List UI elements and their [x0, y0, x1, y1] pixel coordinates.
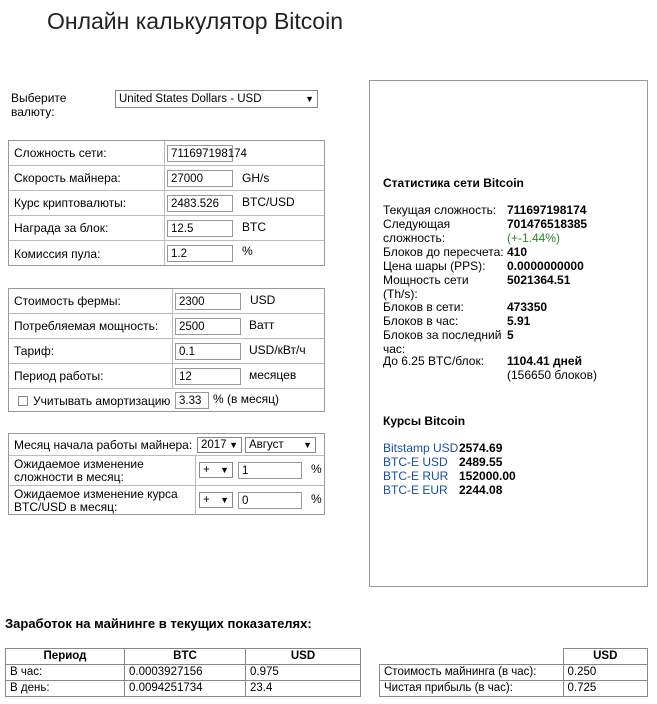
column-header-usd: USD	[246, 649, 361, 665]
hashrate-input[interactable]: 27000	[167, 170, 233, 187]
chevron-down-icon: ▼	[220, 465, 229, 475]
period-cell: В день:	[6, 681, 125, 697]
network-params-box	[8, 140, 325, 266]
hashrate-label: Скорость майнера:	[14, 171, 121, 185]
to-625-sub: (156650 блоков)	[507, 368, 597, 382]
period-unit: месяцев	[249, 368, 297, 382]
table-header-row	[380, 649, 648, 665]
farm-cost-unit: USD	[250, 293, 276, 307]
earnings-table	[5, 648, 361, 697]
network-stats-panel	[369, 80, 648, 587]
amortization-checkbox[interactable]	[18, 396, 28, 406]
rate-link-btce-eur[interactable]: BTC-E EUR	[383, 483, 448, 497]
rate-link-btce-usd[interactable]: BTC-E USD	[383, 455, 448, 469]
amortization-input[interactable]: 3.33	[175, 392, 209, 409]
blocks-per-hour-value: 5.91	[507, 314, 531, 328]
chevron-down-icon: ▼	[303, 440, 312, 450]
next-diff-change: (+-1.44%)	[507, 231, 561, 245]
farm-cost-label: Стоимость фермы:	[14, 294, 121, 308]
cost-usd-cell: 0.725	[563, 681, 648, 697]
next-diff-value: 701476518385	[507, 217, 588, 231]
rate-value-btce-eur: 2244.08	[459, 483, 503, 497]
blocks-in-net-value: 473350	[507, 300, 548, 314]
column-header-period: Период	[6, 649, 125, 665]
tariff-input[interactable]: 0.1	[175, 343, 241, 360]
stats-heading: Статистика сети Bitcoin	[383, 176, 524, 190]
currency-select[interactable]	[115, 90, 318, 108]
to-625-label: До 6.25 BTC/блок:	[383, 354, 485, 368]
diff-change-sign: +	[203, 464, 210, 476]
period-input[interactable]: 12	[175, 368, 241, 385]
pool-fee-input[interactable]: 1.2	[167, 245, 233, 262]
diff-change-label: Ожидаемое изменение сложности в месяц:	[14, 456, 144, 484]
power-unit: Ватт	[249, 318, 275, 332]
table-row	[6, 665, 361, 681]
cost-table	[379, 648, 648, 697]
blocks-last-hour-label: Блоков за последний час:	[383, 328, 502, 356]
share-price-label: Цена шары (PPS):	[383, 259, 486, 273]
cost-label-cell: Чистая прибыль (в час):	[380, 681, 564, 697]
tariff-label: Тариф:	[14, 344, 55, 358]
diff-change-sign-select[interactable]	[199, 462, 233, 478]
usd-cell: 23.4	[246, 681, 361, 697]
amortization-label: Учитывать амортизацию	[33, 393, 171, 408]
to-625-value: 1104.41 дней	[507, 354, 582, 368]
power-label: Потребляемая мощность:	[14, 319, 159, 333]
chevron-down-icon: ▼	[220, 495, 229, 505]
rates-heading: Курсы Bitcoin	[383, 414, 466, 428]
blocks-last-hour-value: 5	[507, 328, 514, 342]
start-year-select[interactable]	[197, 437, 242, 453]
column-header-usd: USD	[563, 649, 648, 665]
table-row	[6, 681, 361, 697]
rate-input[interactable]: 2483.526	[167, 195, 233, 212]
rate-change-sign: +	[203, 494, 210, 506]
rate-link-bitstamp-usd[interactable]: Bitstamp USD	[383, 441, 459, 455]
currency-label: Выберите валюту:	[11, 91, 67, 119]
usd-cell: 0.975	[246, 665, 361, 681]
rate-change-sign-select[interactable]	[199, 492, 233, 508]
blocks-to-retarget-value: 410	[507, 245, 528, 259]
difficulty-label: Сложность сети:	[14, 146, 107, 160]
farm-params-box	[8, 288, 325, 412]
hashrate-unit: GH/s	[242, 171, 270, 185]
btc-cell: 0.0003927156	[125, 665, 246, 681]
period-cell: В час:	[6, 665, 125, 681]
rate-change-input[interactable]: 0	[238, 492, 302, 509]
diff-change-input[interactable]: 1	[238, 462, 302, 479]
net-power-label: Мощность сети (Th/s):	[383, 273, 469, 301]
power-input[interactable]: 2500	[175, 318, 241, 335]
farm-cost-input[interactable]: 2300	[175, 293, 241, 310]
next-diff-label: Следующая сложность:	[383, 217, 451, 245]
pool-fee-unit: %	[242, 244, 253, 258]
chevron-down-icon: ▼	[305, 94, 314, 104]
reward-unit: BTC	[242, 220, 266, 234]
page-title: Онлайн калькулятор Bitcoin	[47, 8, 343, 34]
blocks-to-retarget-label: Блоков до пересчета:	[383, 245, 504, 259]
current-diff-label: Текущая сложность:	[383, 203, 497, 217]
column-header-btc: BTC	[125, 649, 246, 665]
amortization-unit: % (в месяц)	[213, 392, 279, 406]
tariff-unit: USD/кВт/ч	[249, 343, 306, 357]
cost-label-cell: Стоимость майнинга (в час):	[380, 665, 564, 681]
currency-select-value: United States Dollars - USD	[119, 93, 262, 105]
cost-usd-cell: 0.250	[563, 665, 648, 681]
net-power-value: 5021364.51	[507, 273, 571, 287]
table-header-row	[6, 649, 361, 665]
share-price-value: 0.0000000000	[507, 259, 584, 273]
rate-label: Курс криптовалюты:	[14, 196, 127, 210]
diff-change-unit: %	[311, 462, 322, 476]
table-row	[380, 665, 648, 681]
table-row	[380, 681, 648, 697]
reward-input[interactable]: 12.5	[167, 220, 233, 237]
start-month-label: Месяц начала работы майнера:	[14, 437, 193, 452]
rate-value-btce-rur: 152000.00	[459, 469, 516, 483]
blocks-per-hour-label: Блоков в час:	[383, 314, 459, 328]
rate-link-btce-rur[interactable]: BTC-E RUR	[383, 469, 449, 483]
chevron-down-icon: ▼	[229, 440, 238, 450]
rate-value-bitstamp-usd: 2574.69	[459, 441, 503, 455]
period-label: Период работы:	[14, 369, 104, 383]
difficulty-input[interactable]: 711697198174	[167, 145, 233, 162]
current-diff-value: 711697198174	[507, 203, 587, 217]
btc-cell: 0.0094251734	[125, 681, 246, 697]
rate-unit: BTC/USD	[242, 195, 295, 209]
rate-value-btce-usd: 2489.55	[459, 455, 503, 469]
blocks-in-net-label: Блоков в сети:	[383, 300, 464, 314]
forecast-box	[8, 433, 325, 515]
pool-fee-label: Комиссия пула:	[14, 246, 101, 261]
earnings-heading: Заработок на майнинге в текущих показателях:	[5, 616, 312, 631]
rate-change-label: Ожидаемое изменение курса BTC/USD в месяц:	[14, 486, 178, 514]
reward-label: Награда за блок:	[14, 221, 109, 235]
rate-change-unit: %	[311, 492, 322, 506]
start-year-value: 2017	[201, 439, 227, 451]
start-month-select[interactable]	[245, 437, 316, 453]
start-month-value: Август	[249, 439, 284, 451]
